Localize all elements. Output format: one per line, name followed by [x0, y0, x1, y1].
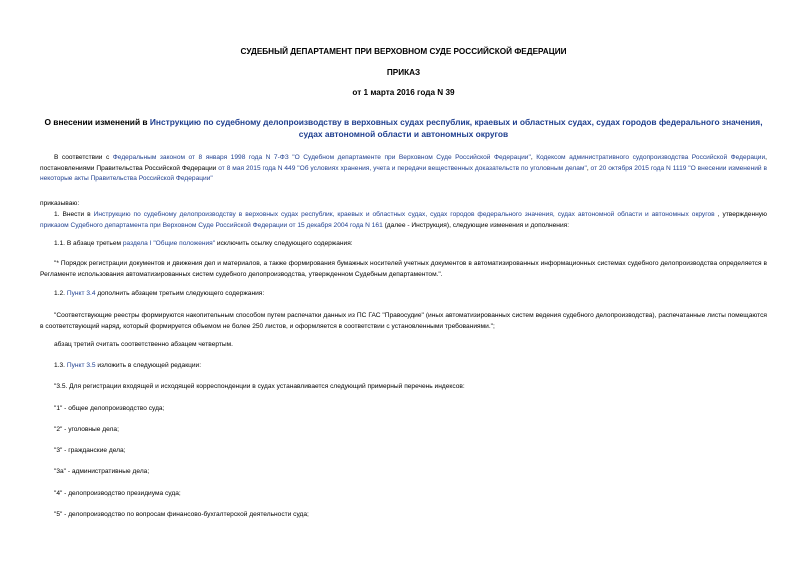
- p3-text-2: исключить ссылку следующего содержания:: [215, 240, 353, 247]
- section-1-link[interactable]: раздела I "Общие положения": [122, 240, 216, 247]
- point-3-5-link[interactable]: Пункт 3.5: [66, 362, 96, 369]
- index-item: "4" - делопроизводство президиума суда;: [54, 490, 181, 497]
- admin-code-link[interactable]: Кодексом административного судопроизводства Российской Федерации: [536, 154, 766, 161]
- document-subject: [40, 116, 767, 140]
- p2-text-3: (далее - Инструкция), следующие изменения и дополнения:: [382, 221, 570, 229]
- p5-text-2: дополнить абзацем третьим следующего содержания:: [95, 290, 265, 297]
- p1-text-2: ,: [530, 154, 537, 161]
- point-3-4-link[interactable]: Пункт 3.4: [66, 290, 96, 297]
- paragraph-renumber: абзац третий считать соответственно абзацем четвертым.: [54, 341, 234, 348]
- p3-text-1: 1.1. В абзаце третьем: [54, 240, 123, 247]
- index-item: "2" - уголовные дела;: [54, 426, 119, 433]
- paragraph-index-intro: "3.5. Для регистрации входящей и исходящей корреспонденции в судах устанавливается следующий примерный перечень индексов:: [54, 383, 465, 390]
- document-type: ПРИКАЗ: [386, 68, 421, 77]
- federal-law-link[interactable]: Федеральным законом от 8 января 1998 года N 7-ФЗ "О Судебном департаменте при Верховном Суде Российской Федерации": [112, 154, 531, 161]
- paragraph-registries: "Соответствующие реестры формируются накопительным способом путем распечатки данных из ПС ГАС "Правосудие" (иных автоматизированных систем ведения судебного делопроизводства), распечатанные листы помещаются в соответствующий наряд, который формируется объемом не более 250 листов, и оформляется в соответствии с установленными требованиями.";: [40, 312, 767, 330]
- paragraph-item-1: [40, 210, 767, 231]
- order-161-link[interactable]: приказом Судебного департамента при Верховном Суде Российской Федерации от 15 декабря 2004 года N 161: [40, 221, 383, 229]
- index-item: "3" - гражданские дела;: [54, 447, 126, 454]
- instruction-link[interactable]: Инструкцию по судебному делопроизводству в верховных судах республик, краевых и областных судах, судах городов федерального значения, судах автономной области и автономных округов: [93, 211, 715, 218]
- p8-text-2: изложить в следующей редакции:: [95, 362, 202, 369]
- resolution-449-link[interactable]: от 8 мая 2015 года N 449 "Об условиях хранения, учета и передачи вещественных доказательств по уголовным делам": [218, 164, 587, 172]
- subject-prefix: О внесении изменений в: [44, 117, 150, 127]
- paragraph-item-1-3: [40, 361, 767, 372]
- paragraph-item-1-1: [40, 239, 767, 250]
- document-date-number: от 1 марта 2016 года N 39: [352, 88, 455, 97]
- p2-text-2: , утвержденную: [714, 211, 767, 218]
- resolution-1119-link[interactable]: от 20 октября 2015 года N 1119 "О внесении изменений в некоторые акты Правительства Российской Федерации": [40, 164, 767, 182]
- p1-text-1: В соответствии с: [54, 154, 113, 161]
- paragraph-excluded-footnote: "* Порядок регистрации документов и движения дел и материалов, а также формирования бумажных носителей учетных документов в автоматизированных информационных системах судебного делопроизводства определяется в Регламенте использования автоматизированных систем судебного делопроизводства, утвержденном Судебным департаментом.".: [40, 260, 767, 278]
- p2-text-1: 1. Внести в: [54, 211, 94, 218]
- index-item: "3а" - административные дела;: [54, 468, 150, 475]
- index-item: "1" - общее делопроизводство суда;: [54, 405, 165, 412]
- orders-label: приказываю:: [40, 200, 80, 207]
- subject-instruction-link[interactable]: Инструкцию по судебному делопроизводству в верховных судах республик, краевых и областных судах, судах городов федерального значения, судах автономной области и автономных округов: [149, 117, 763, 139]
- p8-text-1: 1.3.: [54, 362, 67, 369]
- p5-text-1: 1.2.: [54, 290, 67, 297]
- paragraph-item-1-2: [40, 289, 767, 300]
- p1-text-3: , постановлениями Правительства Российской Федерации: [40, 154, 768, 172]
- index-item: "5" - делопроизводство по вопросам финансово-бухгалтерской деятельности суда;: [54, 511, 309, 518]
- document-organization: СУДЕБНЫЙ ДЕПАРТАМЕНТ ПРИ ВЕРХОВНОМ СУДЕ РОССИЙСКОЙ ФЕДЕРАЦИИ: [240, 47, 567, 56]
- p1-text-4: ,: [586, 164, 591, 172]
- paragraph-basis: [40, 153, 767, 185]
